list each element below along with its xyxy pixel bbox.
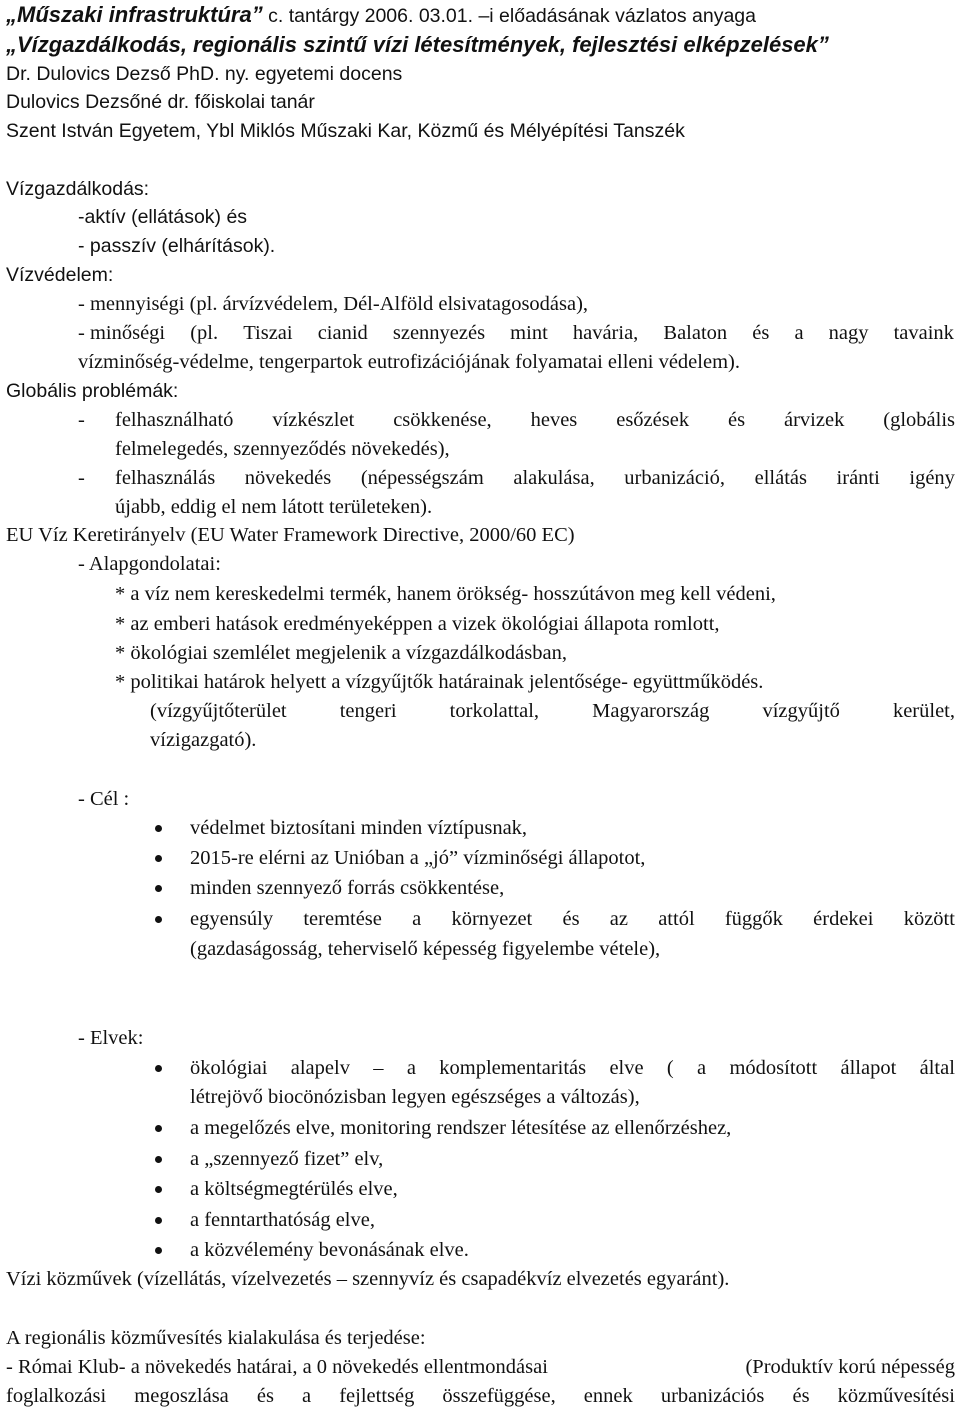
line-word: Balaton	[663, 322, 728, 344]
line-word: alapelv	[290, 1057, 350, 1079]
minosegi-justified-line	[78, 319, 954, 348]
line-word: Magyarország	[592, 700, 710, 722]
regionalis-line-2	[6, 1382, 955, 1411]
eu-alap-item: * a víz nem kereskedelmi termék, hanem örökség- hosszútávon meg kell védeni,	[115, 583, 776, 605]
line-word: ennek	[583, 1385, 633, 1407]
vizvedelem-item-mennyisegi: - mennyiségi (pl. árvízvédelem, Dél-Alföld elsivatagosodása),	[78, 293, 589, 315]
section-heading-regionalis: A regionális közművesítés kialakulása és terjedése:	[6, 1327, 426, 1349]
line-word: ökológiai	[190, 1057, 268, 1079]
line-word: komplementaritás	[439, 1057, 587, 1079]
bullet-icon	[155, 916, 162, 923]
line-word: nagy	[828, 322, 869, 344]
eu-alap-note	[150, 697, 955, 726]
title-details: c. tantárgy 2006. 03.01. –i előadásának vázlatos anyaga	[262, 5, 756, 27]
document-title	[6, 0, 756, 31]
line-word: (pl.	[190, 322, 219, 344]
line-word: és	[752, 322, 770, 344]
line-word: módosított	[729, 1057, 818, 1079]
vizgazdalkodas-item-aktiv: -aktív (ellátások) és	[78, 206, 248, 228]
eu-elvek-item-first-cont: létrejövő biocönózisban legyen egészséges a változás),	[190, 1086, 640, 1108]
bullet-icon	[155, 1217, 162, 1224]
author-line-1: Dr. Dulovics Dezső PhD. ny. egyetemi docens	[6, 63, 403, 85]
globalis-item-2-justified	[115, 464, 955, 493]
line-word: (vízgyűjtőterület	[150, 700, 287, 722]
vizgazdalkodas-item-passziv: - passzív (elhárítások).	[78, 235, 276, 257]
institution-line: Szent István Egyetem, Ybl Miklós Műszaki Kar, Közmű és Mélyépítési Tanszék	[6, 120, 685, 142]
eu-alap-item: * ökológiai szemlélet megjelenik a vízgazdálkodásban,	[115, 642, 567, 664]
line-word: elve	[609, 1057, 644, 1079]
line-word: –	[373, 1057, 384, 1079]
line-word: torkolattal,	[449, 700, 540, 722]
vizvedelem-item-minosegi-cont: vízminőség-védelme, tengerpartok eutrofizációjának folyamatai elleni védelem).	[78, 351, 740, 373]
line-word: urbanizációs	[660, 1385, 765, 1407]
regionalis-line-1	[6, 1353, 955, 1382]
kozmu-paragraph: Vízi közművek (vízellátás, vízelvezetés – szennyvíz és csapadékvíz elvezetés egyaránt).	[6, 1268, 730, 1290]
line-word: tengeri	[339, 700, 397, 722]
line-word: Tiszai	[243, 322, 293, 344]
eu-cel-item-last-cont: (gazdaságosság, teherviselő képesség figyelembe vétele),	[190, 938, 661, 960]
vizvedelem-item-minosegi	[78, 319, 954, 348]
bullet-icon	[155, 885, 162, 892]
line-word: urbanizáció,	[624, 467, 726, 489]
regionalis-line-2-justified	[6, 1382, 955, 1411]
line-word: ellátás	[754, 467, 807, 489]
globalis-item-2-cont: újabb, eddig el nem látott területeken).	[115, 496, 433, 518]
line-word: heves	[530, 409, 578, 431]
line-word: attól	[658, 908, 695, 930]
eu-alap-note-cont: vízigazgató).	[150, 729, 257, 751]
eu-elvek-item: a költségmegtérülés elve,	[190, 1178, 398, 1200]
eu-alapgondolatai-label: - Alapgondolatai:	[78, 553, 221, 575]
eu-elvek-item-first	[190, 1054, 955, 1083]
line-word: mint	[510, 322, 548, 344]
dash-marker: -	[78, 409, 85, 431]
line-word: (globális	[883, 409, 955, 431]
regionalis-line-1-justified	[6, 1353, 955, 1382]
line-word: között	[903, 908, 955, 930]
line-word: és	[728, 409, 746, 431]
eu-elvek-item: a megelőzés elve, monitoring rendszer létesítése az ellenőrzéshez,	[190, 1117, 732, 1139]
section-heading-eu: EU Víz Keretirányelv (EU Water Framework Directive, 2000/60 EC)	[6, 524, 575, 546]
eu-elvek-item: a fenntarthatóság elve,	[190, 1209, 375, 1231]
line-word: árvizek	[784, 409, 845, 431]
line-word: esőzések	[616, 409, 690, 431]
title-course-name: „Műszaki infrastruktúra”	[6, 2, 263, 27]
globalis-item-2	[115, 464, 955, 493]
line-word: a	[302, 1385, 312, 1407]
eu-alap-note-justified	[150, 697, 955, 726]
bullet-icon	[155, 1156, 162, 1163]
document-subtitle: „Vízgazdálkodás, regionális szintű vízi létesítmények, fejlesztési elképzelések”	[6, 32, 829, 57]
line-word: (népességszám	[360, 467, 484, 489]
line-word: és	[792, 1385, 810, 1407]
eu-elvek-label: - Elvek:	[78, 1027, 144, 1049]
eu-elvek-item: a „szennyező fizet” elv,	[190, 1148, 384, 1170]
line-word: felhasználás	[115, 467, 216, 489]
globalis-item-1-justified	[115, 406, 955, 435]
eu-cel-item: minden szennyező forrás csökkentése,	[190, 877, 505, 899]
eu-alap-item: * politikai határok helyett a vízgyűjtők határainak jelentősége- együttműködés.	[115, 671, 764, 693]
line-word: kerület,	[892, 700, 955, 722]
eu-cel-item: 2015-re elérni az Unióban a „jó” vízminőségi állapotot,	[190, 847, 646, 869]
section-heading-globalis: Globális problémák:	[6, 380, 179, 402]
line-word: az	[609, 908, 628, 930]
line-word: állapot	[840, 1057, 897, 1079]
line-word: (Produktív korú népesség	[745, 1356, 955, 1378]
line-word: a	[406, 1057, 416, 1079]
bullet-icon	[155, 1186, 162, 1193]
eu-cel-last-justified	[190, 905, 955, 934]
line-word: a	[794, 322, 804, 344]
line-word: összefüggése,	[442, 1385, 556, 1407]
dash-marker: -	[78, 467, 85, 489]
line-word: igény	[909, 467, 955, 489]
globalis-item-1	[115, 406, 955, 435]
bullet-icon	[155, 1125, 162, 1132]
bullet-icon	[155, 1247, 162, 1254]
line-word: tavaink	[893, 322, 954, 344]
author-line-2: Dulovics Dezsőné dr. főiskolai tanár	[6, 91, 315, 113]
bullet-icon	[155, 855, 162, 862]
line-word: közművesítési	[837, 1385, 955, 1407]
section-heading-vizgazdalkodas: Vízgazdálkodás:	[6, 178, 150, 200]
bullet-icon	[155, 1065, 162, 1072]
line-word: teremtése	[303, 908, 382, 930]
line-word: megoszlása	[134, 1385, 229, 1407]
line-word: egyensúly	[190, 908, 274, 930]
line-word: vízkészlet	[272, 409, 355, 431]
eu-elvek-first-justified	[190, 1054, 955, 1083]
line-word: vízgyűjtő	[762, 700, 840, 722]
line-word: a	[412, 908, 422, 930]
globalis-item-1-cont: felmelegedés, szennyeződés növekedés),	[115, 438, 450, 460]
line-word: csökkenése,	[393, 409, 492, 431]
line-word: fejlettség	[339, 1385, 415, 1407]
bullet-icon	[155, 825, 162, 832]
line-word: cianid	[317, 322, 368, 344]
line-word: növekedés	[244, 467, 332, 489]
line-word: és	[562, 908, 580, 930]
line-word: függők	[724, 908, 783, 930]
line-word: által	[919, 1057, 955, 1079]
line-word: érdekei	[813, 908, 874, 930]
line-word: iránti	[836, 467, 880, 489]
eu-elvek-item: a közvélemény bevonásának elve.	[190, 1239, 469, 1261]
line-word: alakulása,	[513, 467, 595, 489]
line-word: - Római Klub- a növekedés határai, a 0 növekedés ellentmondásai	[6, 1356, 548, 1378]
line-word: (	[666, 1057, 674, 1079]
eu-cel-item-last	[190, 905, 955, 934]
line-word: és	[256, 1385, 274, 1407]
eu-cel-item: védelmet biztosítani minden víztípusnak,	[190, 817, 528, 839]
eu-cel-label: - Cél :	[78, 788, 130, 810]
line-word: - minőségi	[78, 322, 166, 344]
line-word: foglalkozási	[6, 1385, 107, 1407]
line-word: felhasználható	[115, 409, 234, 431]
line-word: környezet	[451, 908, 533, 930]
line-word: a	[697, 1057, 707, 1079]
section-heading-vizvedelem: Vízvédelem:	[6, 264, 114, 286]
line-word: szennyezés	[392, 322, 486, 344]
line-word: havária,	[572, 322, 639, 344]
eu-alap-item: * az emberi hatások eredményeképpen a vizek ökológiai állapota romlott,	[115, 613, 720, 635]
